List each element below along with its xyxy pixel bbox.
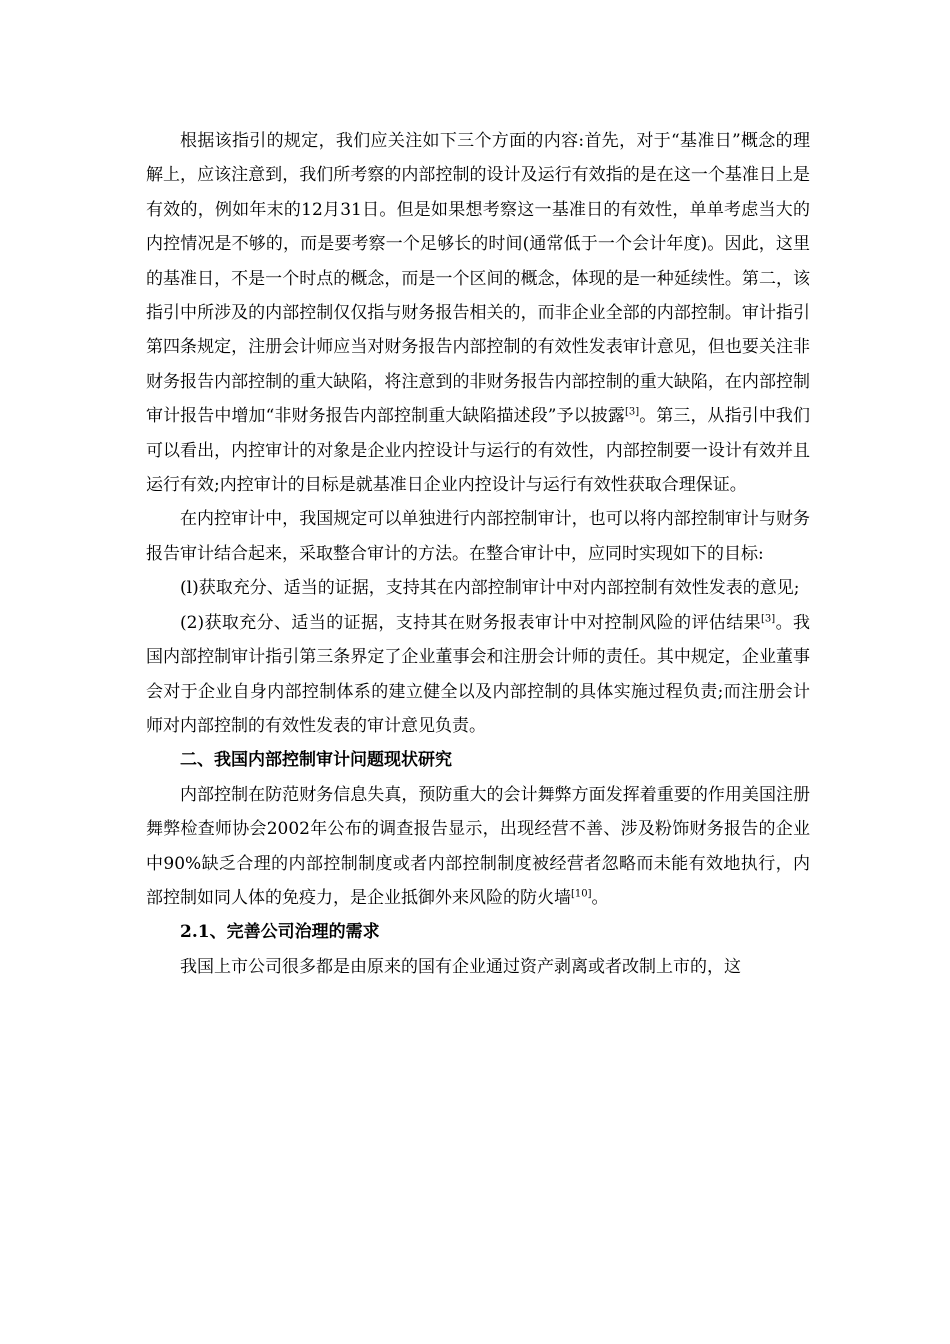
paragraph-text: 根据该指引的规定，我们应关注如下三个方面的内容:首先，对于“基准日”概念的理解上，应该注意到，我们所考察的内部控制的设计及运行有效指的是在这一个基准日上是有效的，例如年末的12月31日。但是如果想考察这一基准日的有效性，单单考虑当大的内控情况是不够的，而是要考察一个足够长的时间(通常低于一个会计年度)。因此，这里的基准日，不是一个时点的概念，而是一个区间的概念，体现的是一种延续性。第二，该指引中所涉及的内部控制仅仅指与财务报告相关的，而非企业全部的内部控制。审计指引第四条规定，注册会计师应当对财务报告内部控制的有效性发表审计意见，但也要关注非财务报告内部控制的重大缺陷，将注意到的非财务报告内部控制的重大缺陷，在内部控制审计报告中增加“非财务报告内部控制重大缺陷描述段”予以披露 [146, 131, 810, 427]
subsection-heading: 2.1、完善公司治理的需求 [180, 922, 380, 943]
paragraph-text: 。 [591, 887, 609, 908]
paragraph-text: 。第三，从指引中我们可以看出，内控审计的对象是企业内控设计与运行的有效性，内部控制要一设计有效并且运行有效;内控审计的目标是就基准日企业内控设计与运行有效性获取合理保证。 [146, 406, 810, 496]
list-item-goal-2 [146, 606, 810, 744]
section-heading: 二、我国内部控制审计问题现状研究 [180, 750, 452, 771]
paragraph-internal-control [146, 778, 810, 916]
citation-ref: [3] [761, 613, 776, 625]
citation-ref: [10] [571, 888, 592, 900]
paragraph-listed-companies: 我国上市公司很多都是由原来的国有企业通过资产剥离或者改制上市的，这 [180, 956, 741, 977]
paragraph-benchmark-date [146, 124, 810, 502]
paragraph-text: (2)获取充分、适当的证据，支持其在财务报表审计中对控制风险的评估结果 [180, 612, 762, 633]
citation-ref: [3] [624, 406, 640, 418]
document-page [146, 124, 810, 984]
paragraph-integrated-audit: 在内控审计中，我国规定可以单独进行内部控制审计，也可以将内部控制审计与财务报告审计结合起来，采取整合审计的方法。在整合审计中，应同时实现如下的目标: [146, 509, 810, 564]
paragraph-text: 内部控制在防范财务信息失真，预防重大的会计舞弊方面发挥着重要的作用美国注册舞弊检查师协会2002年公布的调查报告显示，出现经营不善、涉及粉饰财务报告的企业中90%缺乏合理的内部控制制度或者内部控制制度被经营者忽略而未能有效地执行，内部控制如同人体的免疫力，是企业抵御外来风险的防火墙 [146, 784, 810, 908]
list-item-goal-1: (l)获取充分、适当的证据，支持其在内部控制审计中对内部控制有效性发表的意见; [180, 578, 800, 599]
paragraph-text: 。我国内部控制审计指引第三条界定了企业董事会和注册会计师的责任。其中规定，企业董事会对于企业自身内部控制体系的建立健全以及内部控制的具体实施过程负责;而注册会计师对内部控制的有效性发表的审计意见负责。 [146, 612, 810, 736]
